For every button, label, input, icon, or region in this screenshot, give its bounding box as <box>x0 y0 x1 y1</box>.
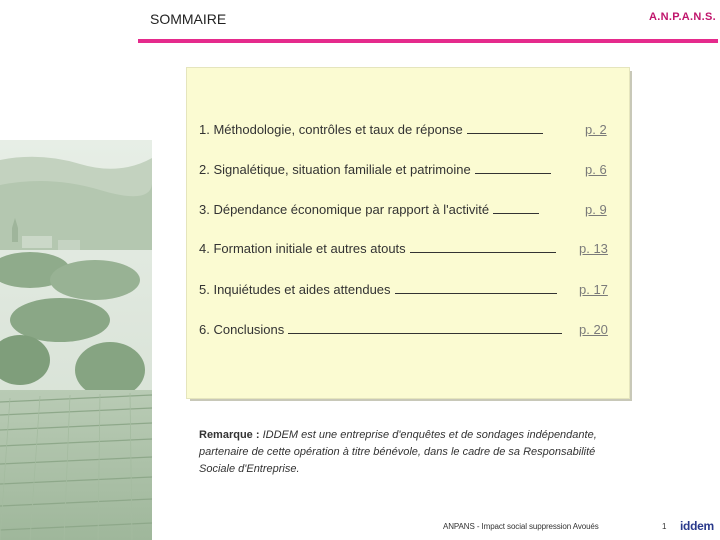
toc-leader <box>493 212 539 214</box>
toc-entry <box>199 202 539 217</box>
toc-entry-label: 5. Inquiétudes et aides attendues <box>199 282 391 297</box>
header-divider <box>138 39 718 43</box>
page-title: SOMMAIRE <box>150 11 227 27</box>
toc-page-link[interactable]: p. 17 <box>579 282 608 297</box>
toc-leader <box>475 172 551 174</box>
toc-entry <box>199 122 543 137</box>
toc-leader <box>395 292 557 294</box>
remark-body: IDDEM est une entreprise d'enquêtes et de sondages indépendante, partenaire de cette opération à titre bénévole, dans le cadre de sa Responsabilité Sociale d'Entreprise. <box>199 429 597 475</box>
page-number: 1 <box>662 522 667 531</box>
remark-heading: Remarque : <box>199 429 260 441</box>
toc-entry <box>199 322 562 337</box>
toc-entry-label: 3. Dépendance économique par rapport à l'activité <box>199 202 490 217</box>
toc-page-link[interactable]: p. 13 <box>579 241 608 256</box>
toc-entry-label: 1. Méthodologie, contrôles et taux de réponse <box>199 122 463 137</box>
toc-page-link[interactable]: p. 20 <box>579 322 608 337</box>
toc-leader <box>467 132 543 134</box>
toc-leader <box>288 332 562 334</box>
toc-page-link[interactable]: p. 9 <box>585 202 607 217</box>
toc-entry <box>199 282 557 297</box>
toc-entry <box>199 162 551 177</box>
toc-entry-label: 6. Conclusions <box>199 322 285 337</box>
remark-note <box>199 427 619 478</box>
footer-caption: ANPANS - Impact social suppression Avoués <box>443 522 599 531</box>
table-of-contents <box>186 67 630 399</box>
landscape-photo <box>0 140 152 540</box>
toc-page-link[interactable]: p. 6 <box>585 162 607 177</box>
toc-entry-label: 4. Formation initiale et autres atouts <box>199 241 406 256</box>
iddem-logo: iddem <box>680 519 714 533</box>
toc-page-link[interactable]: p. 2 <box>585 122 607 137</box>
toc-entry <box>199 241 556 256</box>
brand-name: A.N.P.A.N.S. <box>649 11 716 23</box>
toc-entry-label: 2. Signalétique, situation familiale et patrimoine <box>199 162 471 177</box>
toc-leader <box>410 251 556 253</box>
